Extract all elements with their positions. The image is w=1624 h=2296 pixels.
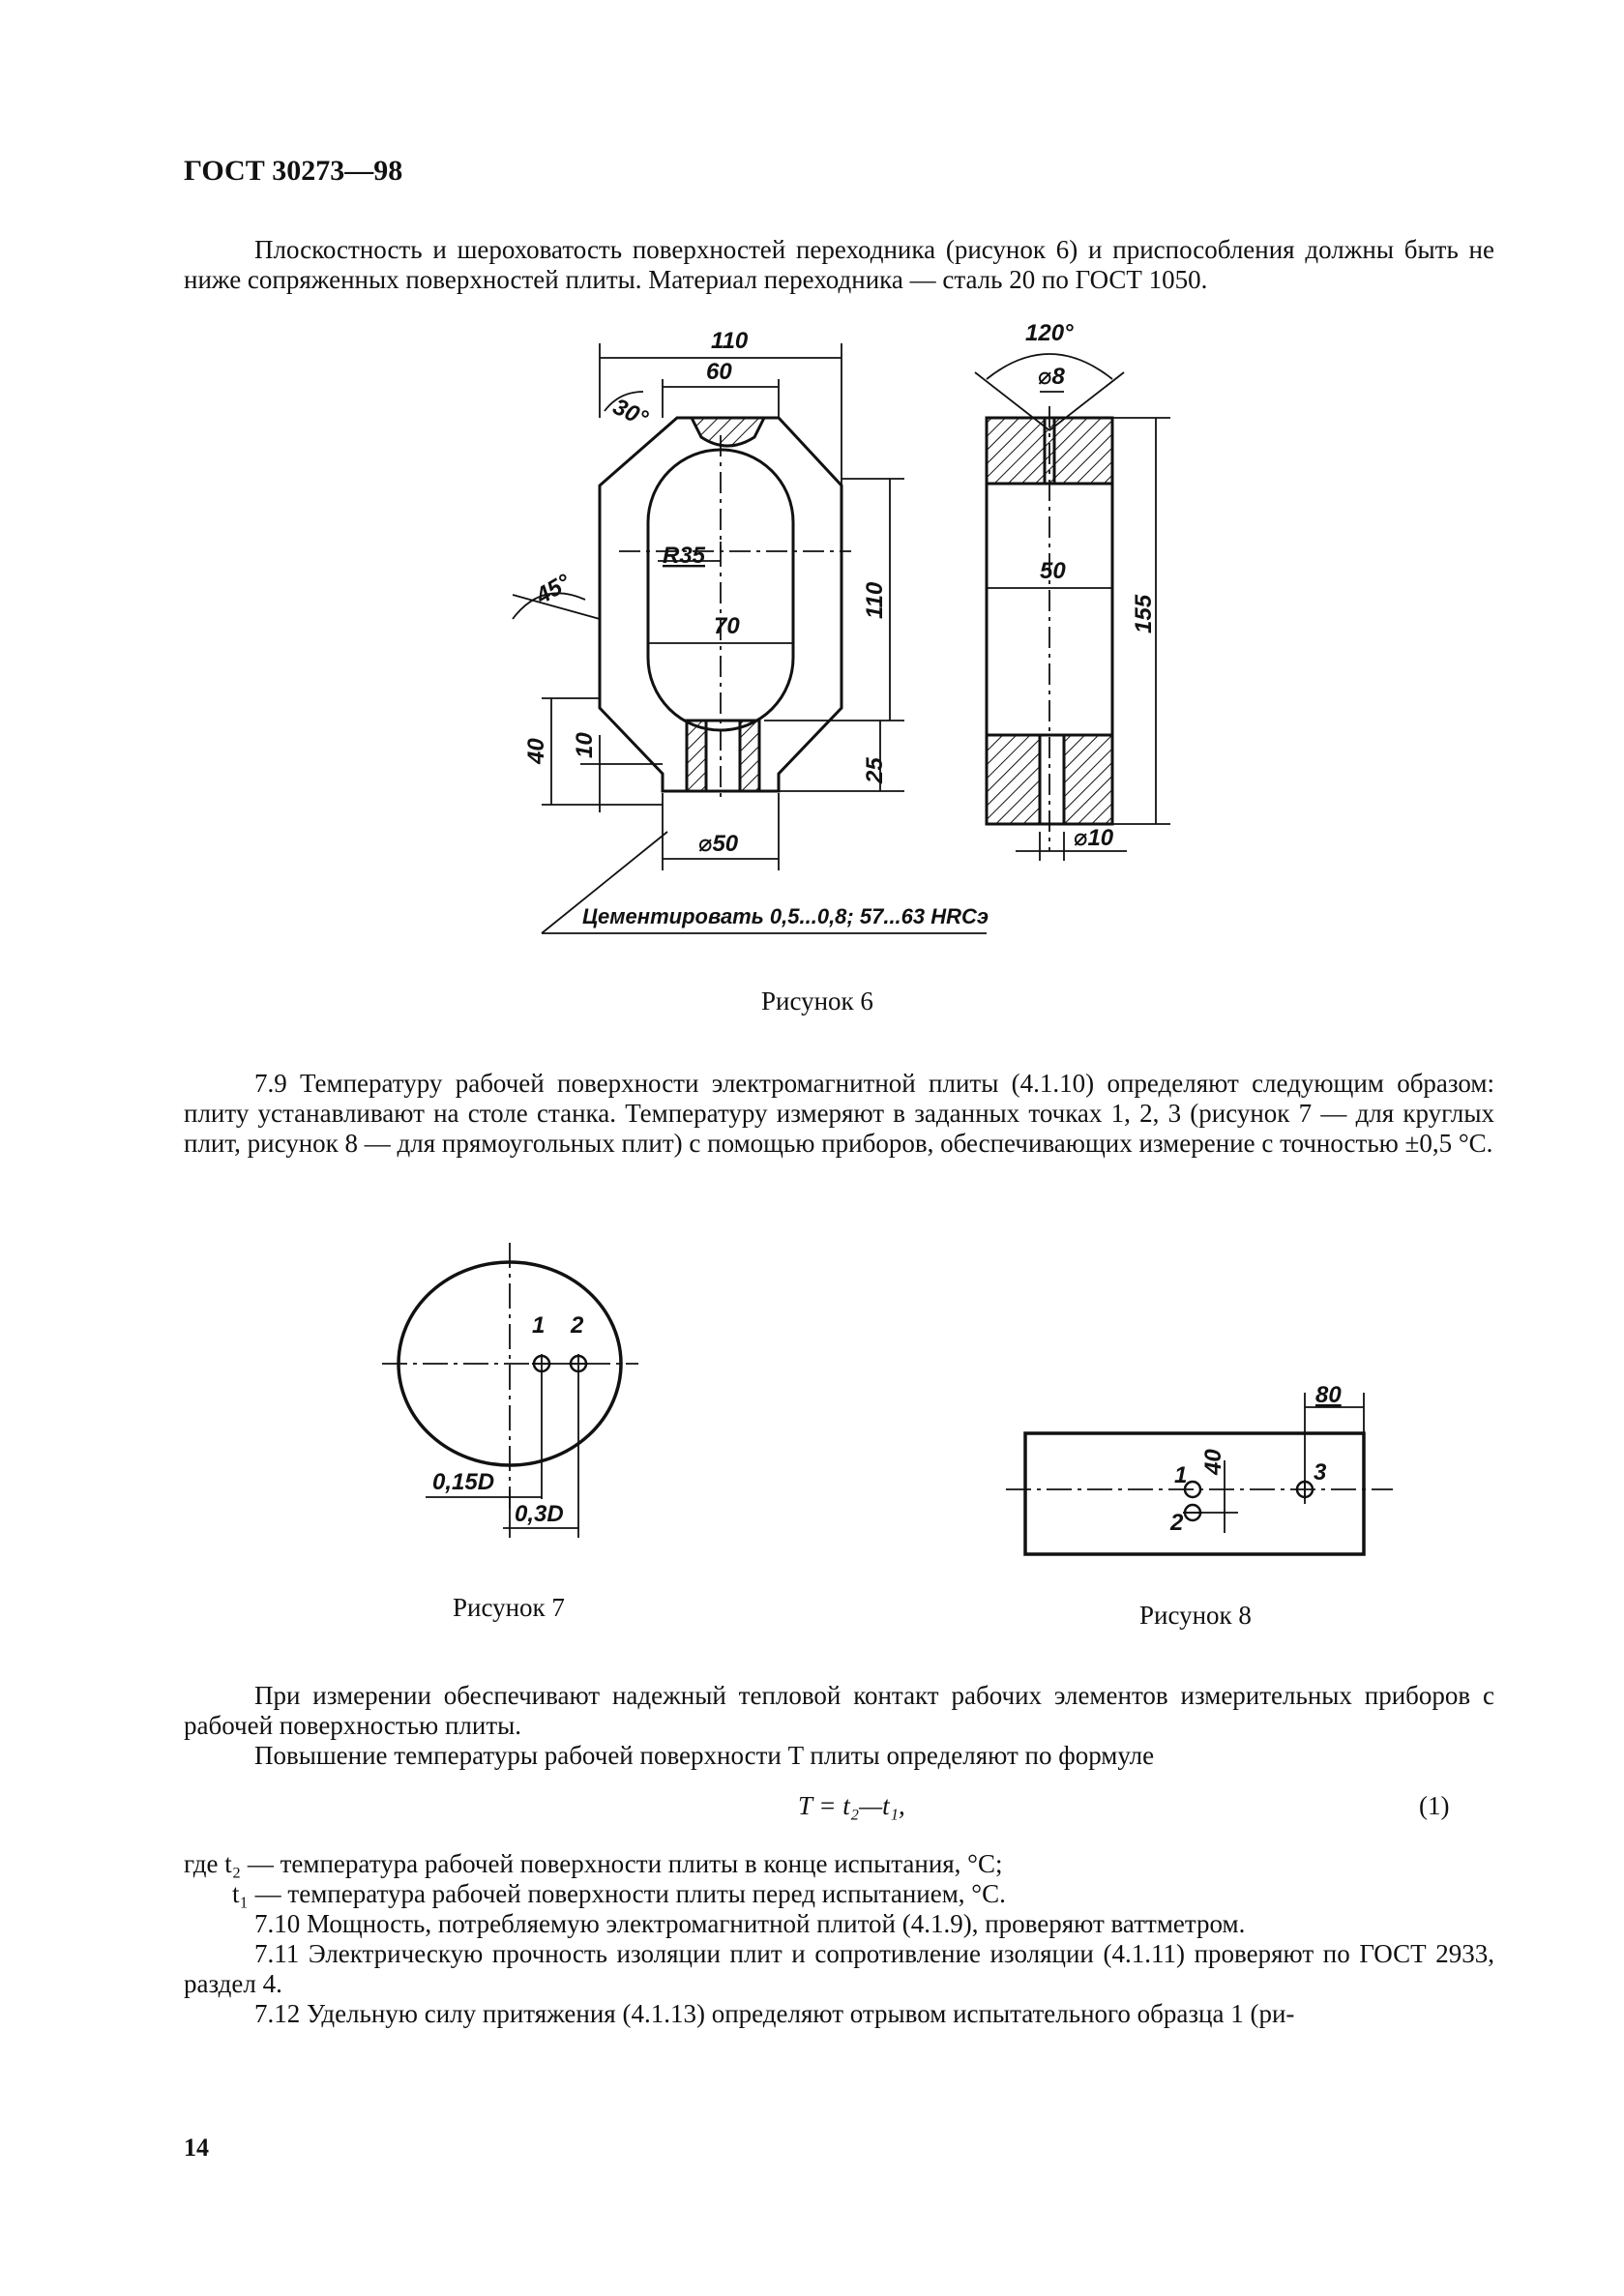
point-3-label: 3 (1314, 1459, 1327, 1486)
dim-80: 80 (1315, 1382, 1342, 1408)
dim-40: 40 (523, 738, 549, 764)
dim-60: 60 (706, 359, 732, 385)
dim-dia-50: ⌀50 (698, 831, 739, 857)
point-2-label: 2 (571, 1312, 584, 1339)
dim-155: 155 (1131, 594, 1157, 633)
dim-30deg: 30° (608, 393, 652, 432)
dim-120deg: 120° (1025, 320, 1074, 346)
formula-1: T = t₂—t₁, (798, 1791, 905, 1820)
section-7-11-paragraph: 7.11 Электрическую прочность изоляции плит и сопротивление изоляции (4.1.11) проверяют по ГОСТ 2933, раздел 4. (184, 1939, 1494, 1998)
measurement-paragraph-2: Повышение температуры рабочей поверхности T плиты определяют по формуле (254, 1741, 1155, 1770)
dim-015D: 0,15D (432, 1469, 495, 1495)
document-header: ГОСТ 30273—98 (184, 155, 403, 187)
carburize-note: Цементировать 0,5...0,8; 57...63 HRCэ (582, 904, 989, 928)
section-7-12-paragraph: 7.12 Удельную силу притяжения (4.1.13) определяют отрывом испытательного образца 1 (ри- (254, 1999, 1295, 2028)
dim-03D: 0,3D (515, 1501, 564, 1527)
point-1-label: 1 (1174, 1462, 1188, 1488)
formula-number: (1) (1419, 1791, 1450, 1820)
intro-paragraph: Плоскостность и шероховатость поверхностей переходника (рисунок 6) и приспособления должны быть не ниже сопряженных поверхностей плиты. Материал переходника — сталь 20 по ГОСТ 1050. (184, 235, 1494, 294)
figure-8-caption: Рисунок 8 (1139, 1601, 1252, 1630)
where-t2: где t₂ — температура рабочей поверхности плиты в конце испытания, °С; (184, 1849, 1003, 1878)
dim-r35: R35 (663, 543, 706, 569)
dim-10: 10 (572, 732, 598, 758)
page-number: 14 (184, 2134, 209, 2162)
dim-70: 70 (714, 613, 740, 639)
dim-40: 40 (1200, 1449, 1226, 1475)
dim-110-side: 110 (862, 581, 888, 619)
measurement-paragraph-1: При измерении обеспечивают надежный тепловой контакт рабочих элементов измерительных приборов с рабочей поверхностью плиты. (184, 1681, 1494, 1740)
figure-7-caption: Рисунок 7 (453, 1593, 565, 1622)
where-t1: t₁ — температура рабочей поверхности плиты перед испытанием, °С. (232, 1879, 1006, 1908)
dim-dia-10: ⌀10 (1074, 825, 1114, 851)
rect-plate-outline (1025, 1433, 1364, 1554)
dim-110-top: 110 (711, 328, 749, 354)
section-7-10-paragraph: 7.10 Мощность, потребляемую электромагнитной плитой (4.1.9), проверяют ваттметром. (254, 1909, 1246, 1938)
point-2-label: 2 (1170, 1510, 1184, 1536)
point-1-label: 1 (532, 1312, 546, 1339)
figure-6-caption: Рисунок 6 (761, 986, 873, 1016)
dim-50: 50 (1040, 558, 1066, 584)
dim-dia-8: ⌀8 (1038, 364, 1065, 390)
section-7-9-paragraph: 7.9 Температуру рабочей поверхности электромагнитной плиты (4.1.10) определяют следующим образом: плиту устанавливают на столе станка. Температуру измеряют в заданных точках 1, 2, 3 (рисунок 7 — для круглых плит, рисунок 8 — для прямоугольных плит) с помощью приборов, обеспечивающих измерение с точностью ±0,5 °С. (184, 1069, 1494, 1158)
dim-45deg: 45° (531, 569, 576, 610)
dim-25: 25 (862, 757, 888, 783)
